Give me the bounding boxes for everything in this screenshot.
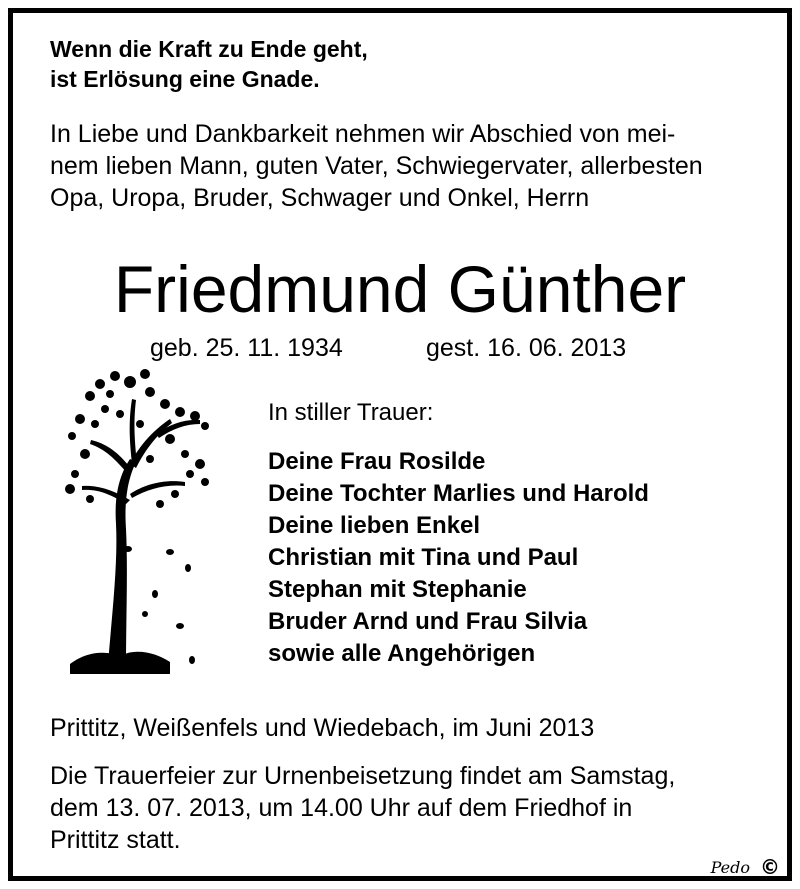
publisher-signature: Pedo [710, 858, 750, 877]
place-and-date: Prittitz, Weißenfels und Wiedebach, im Juni 2013 [50, 714, 595, 742]
motto-line-2: ist Erlösung eine Gnade. [50, 66, 320, 92]
mourner-line: Deine Frau Rosilde [268, 448, 486, 475]
tree-icon [60, 364, 220, 674]
service-line-2: dem 13. 07. 2013, um 14.00 Uhr auf dem Friedhof in [50, 794, 633, 822]
mourner-line: Christian mit Tina und Paul [268, 544, 579, 571]
death-date: gest. 16. 06. 2013 [426, 334, 627, 362]
birth-date: geb. 25. 11. 1934 [150, 334, 343, 362]
copyright-icon: © [760, 855, 780, 879]
service-line-3: Prittitz statt. [50, 826, 181, 854]
motto-line-1: Wenn die Kraft zu Ende geht, [50, 36, 368, 62]
mourner-line: Deine lieben Enkel [268, 512, 481, 539]
intro-line-3: Opa, Uropa, Bruder, Schwager und Onkel, Herrn [50, 184, 590, 212]
mourner-line: Bruder Arnd und Frau Silvia [268, 608, 588, 635]
mourner-line: sowie alle Angehörigen [268, 640, 536, 667]
mourner-line: Stephan mit Stephanie [268, 576, 527, 603]
deceased-name: Friedmund Günther [113, 252, 687, 326]
intro-line-2: nem lieben Mann, guten Vater, Schwiegervater, allerbesten [50, 152, 703, 180]
mourning-heading: In stiller Trauer: [268, 399, 434, 426]
service-line-1: Die Trauerfeier zur Urnenbeisetzung findet am Samstag, [50, 762, 676, 790]
intro-line-1: In Liebe und Dankbarkeit nehmen wir Abschied von mei- [50, 120, 676, 148]
mourner-line: Deine Tochter Marlies und Harold [268, 480, 649, 507]
